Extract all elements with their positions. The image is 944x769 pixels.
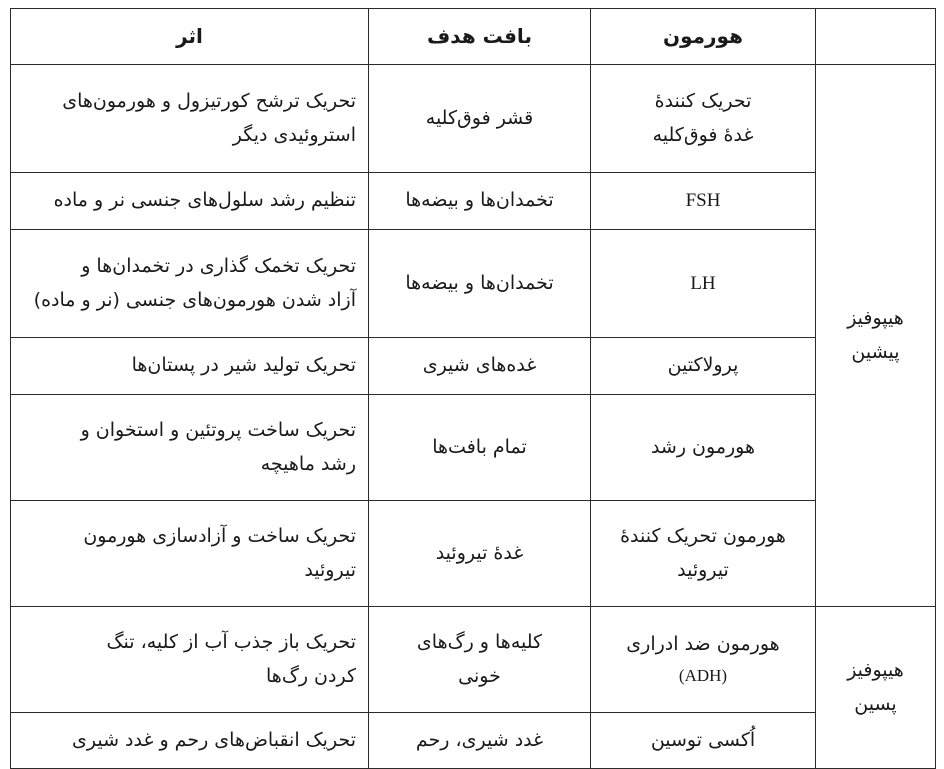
effect-line: آزاد شدن هورمون‌های جنسی (نر و ماده) <box>33 288 356 311</box>
table-header-row <box>11 9 936 65</box>
target-tissue-cell: غدهٔ تیروئید <box>369 501 591 607</box>
effect-cell <box>11 607 369 713</box>
table-row <box>11 607 936 713</box>
hormone-cell: FSH <box>591 173 816 230</box>
gland-anterior-line-2: پیشین <box>851 340 900 363</box>
gland-posterior-pituitary: هیپوفیز پسین <box>816 607 936 769</box>
gland-anterior-line-1: هیپوفیز <box>847 307 904 330</box>
hormone-cell <box>591 607 816 713</box>
effect-cell <box>11 395 369 501</box>
target-tissue-cell: غده‌های شیری <box>369 338 591 395</box>
table-row <box>11 173 936 230</box>
effect-line: تحریک تخمک گذاری در تخمدان‌ها و <box>81 255 356 278</box>
effect-line: کردن رگ‌ها <box>266 664 356 687</box>
header-hormone: هورمون <box>591 9 816 65</box>
header-effect: اثر <box>11 9 369 65</box>
hormone-name-line: هورمون ضد ادراری <box>626 633 780 655</box>
hormone-abbreviation: (ADH) <box>678 666 728 686</box>
table-row <box>11 338 936 395</box>
target-tissue-cell: تخمدان‌ها و بیضه‌ها <box>369 230 591 338</box>
hormone-cell: هورمون رشد <box>591 395 816 501</box>
hormone-cell <box>591 501 816 607</box>
effect-cell: تنظیم رشد سلول‌های جنسی نر و ماده <box>11 173 369 230</box>
hormone-cell: اُکسی توسین <box>591 713 816 769</box>
table-row <box>11 65 936 173</box>
target-line: کلیه‌ها و رگ‌های <box>416 631 543 654</box>
hormone-name-line: تیروئید <box>677 558 729 581</box>
effect-cell <box>11 501 369 607</box>
hormone-name-line: هورمون تحریک کنندهٔ <box>620 525 786 548</box>
gland-anterior-pituitary <box>816 65 936 607</box>
table-row <box>11 501 936 607</box>
hormone-table <box>10 8 936 769</box>
effect-line: تحریک ساخت پروتئین و استخوان و <box>80 419 356 442</box>
target-tissue-cell: تخمدان‌ها و بیضه‌ها <box>369 173 591 230</box>
effect-cell <box>11 65 369 173</box>
table-row <box>11 713 936 769</box>
effect-cell: تحریک انقباض‌های رحم و غدد شیری <box>11 713 369 769</box>
target-line: خونی <box>458 664 501 687</box>
target-tissue-cell: تمام بافت‌ها <box>369 395 591 501</box>
header-target-tissue: بافت هدف <box>369 9 591 65</box>
hormone-name-line: تحریک کنندهٔ <box>654 90 752 113</box>
effect-cell: تحریک تولید شیر در پستان‌ها <box>11 338 369 395</box>
effect-line: تحریک ترشح کورتیزول و هورمون‌های <box>62 90 356 113</box>
effect-line: استروئیدی دیگر <box>232 123 356 146</box>
table-row <box>11 230 936 338</box>
hormone-name-line: غدهٔ فوق‌کلیه <box>652 123 754 146</box>
effect-line: تحریک باز جذب آب از کلیه، تنگ <box>106 631 356 654</box>
hormone-cell: LH <box>591 230 816 338</box>
effect-line: تیروئید <box>304 558 356 581</box>
target-tissue-cell <box>369 607 591 713</box>
hormone-cell: پرولاکتین <box>591 338 816 395</box>
header-gland-cell <box>816 9 936 65</box>
effect-cell <box>11 230 369 338</box>
effect-line: رشد ماهیچه <box>260 452 356 475</box>
target-tissue-cell: قشر فوق‌کلیه <box>369 65 591 173</box>
table-row <box>11 395 936 501</box>
target-tissue-cell: غدد شیری، رحم <box>369 713 591 769</box>
effect-line: تحریک ساخت و آزادسازی هورمون <box>83 525 356 548</box>
hormone-cell <box>591 65 816 173</box>
